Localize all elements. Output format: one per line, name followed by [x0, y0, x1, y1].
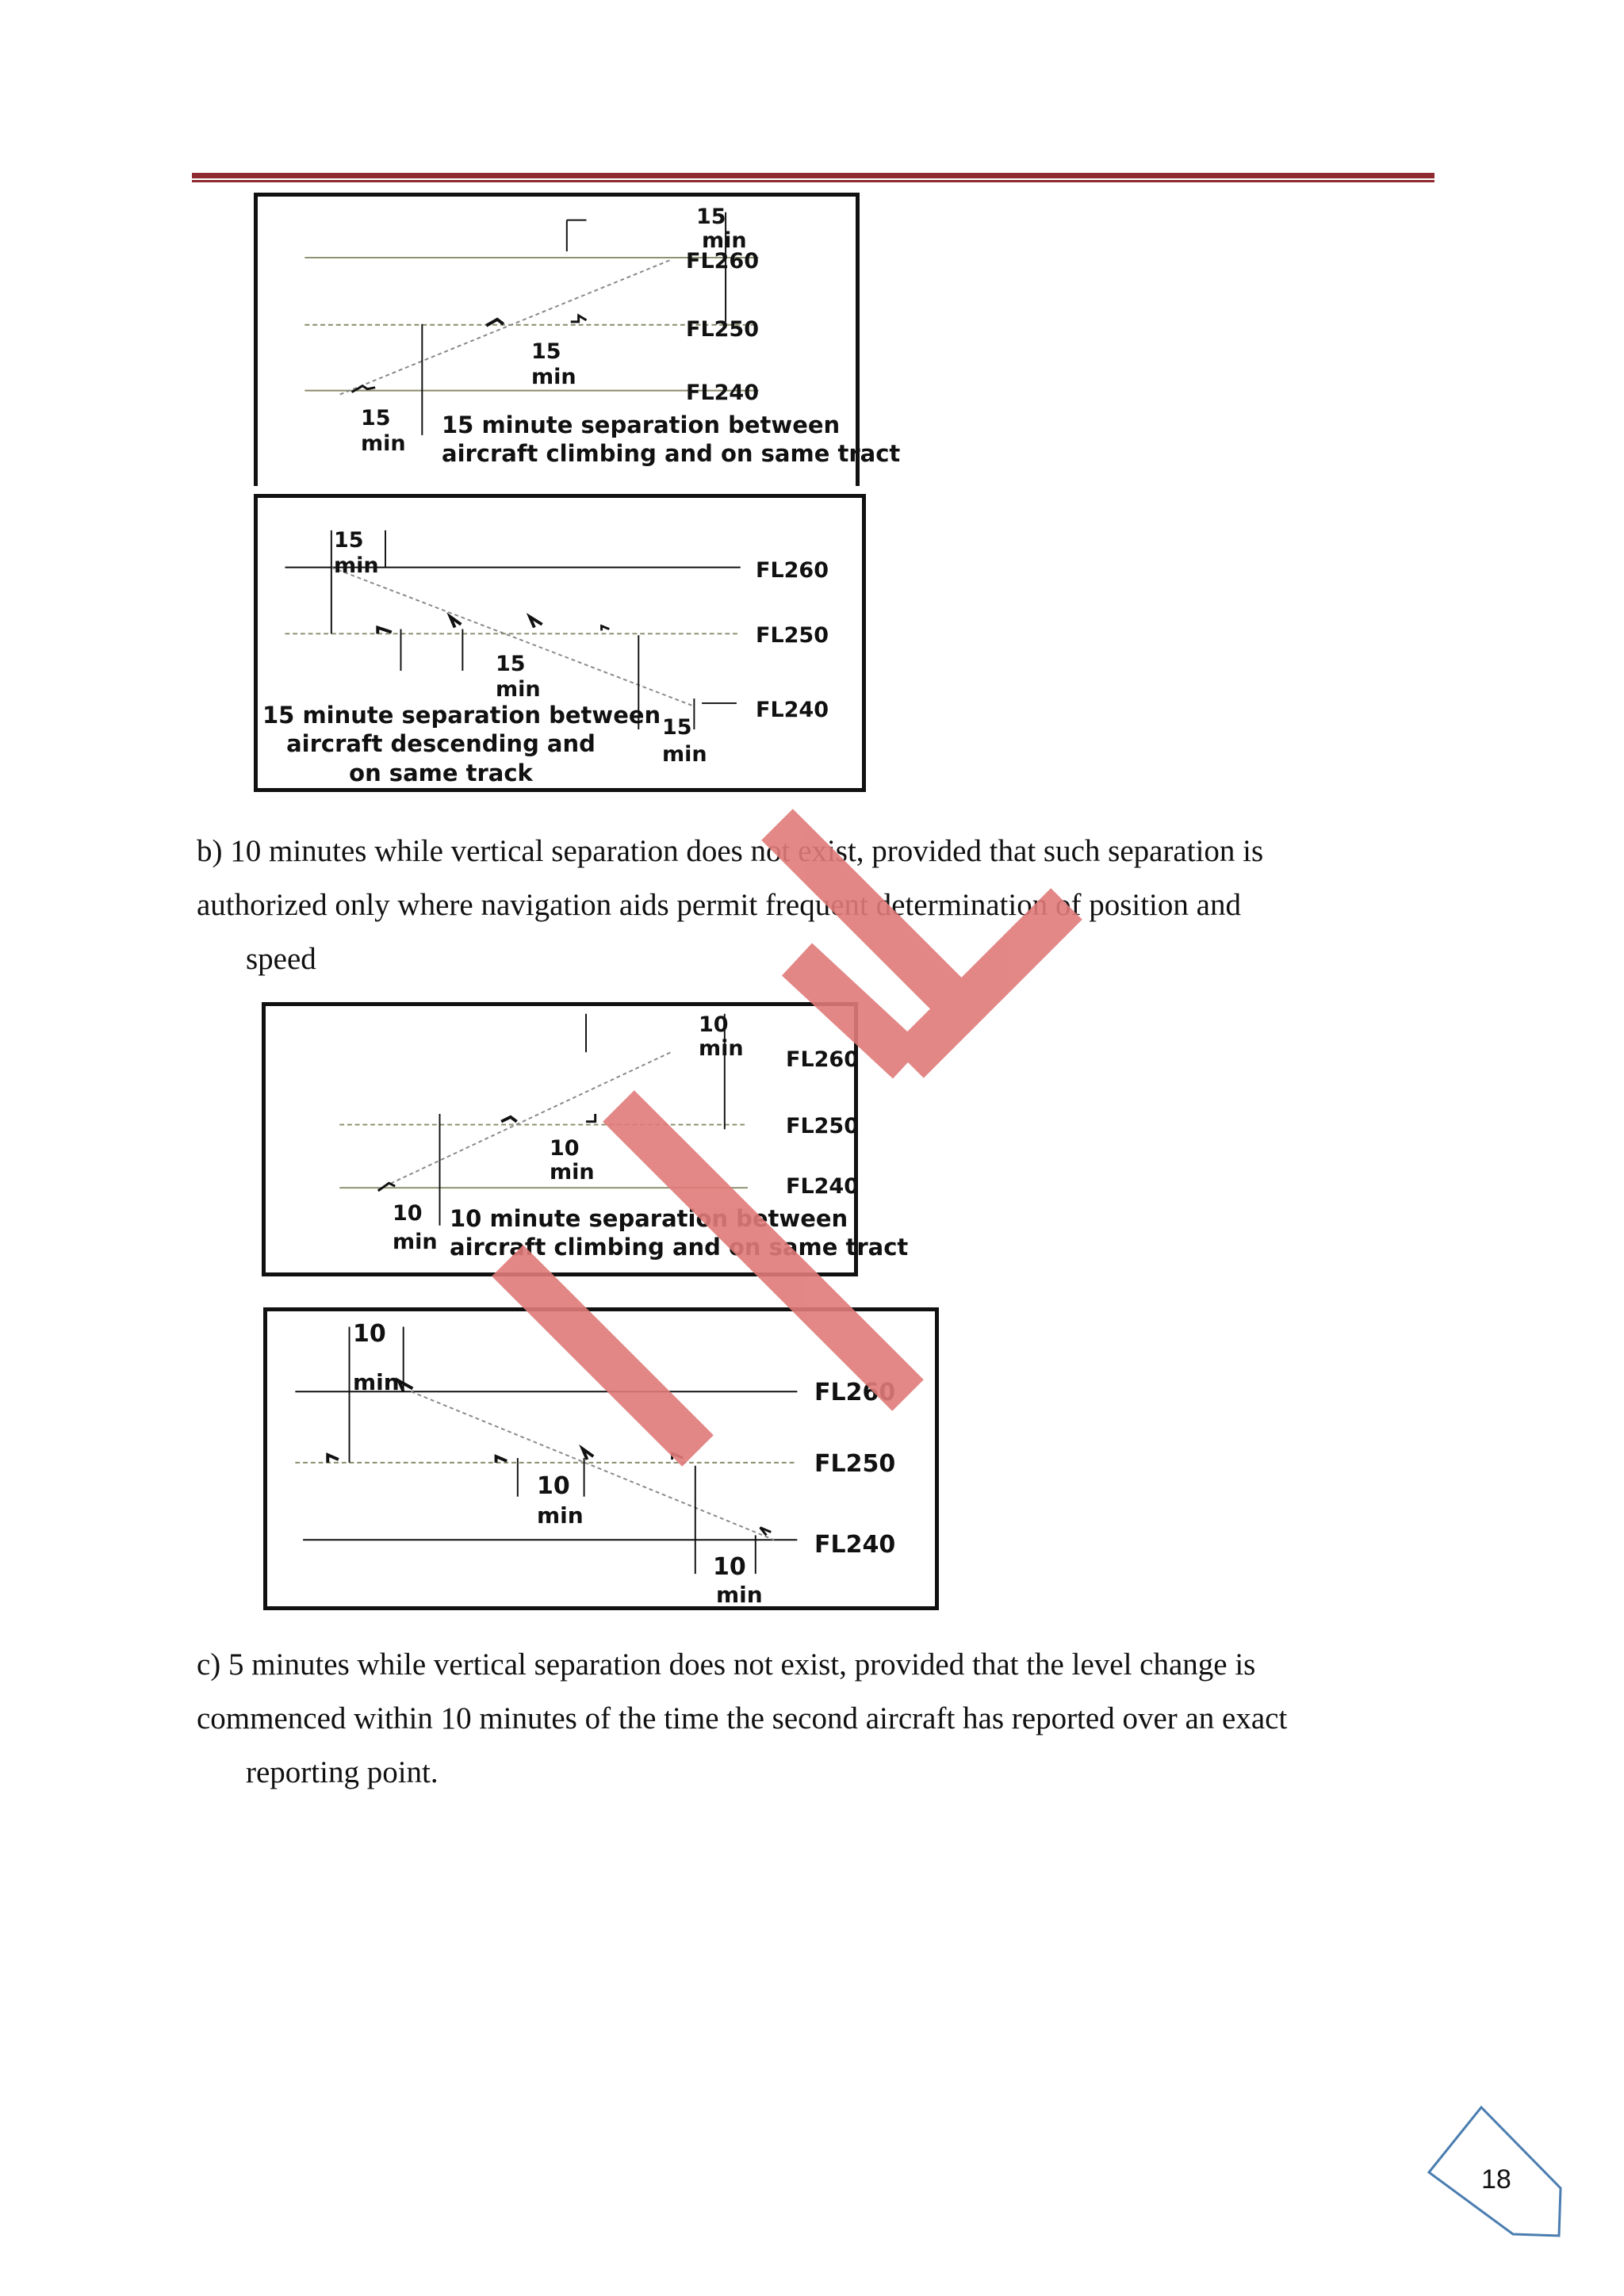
level-label-fl240: FL240 — [786, 1174, 860, 1199]
caption-line-1: 15 minute separation between — [262, 702, 661, 729]
caption-line-2: aircraft climbing and on same tract — [442, 440, 901, 468]
interval-unit-top: min — [353, 1369, 400, 1395]
interval-value-top: 15 — [696, 205, 726, 229]
paragraph-b — [197, 825, 1263, 986]
level-label-fl240: FL240 — [756, 698, 829, 722]
level-label-fl250: FL250 — [686, 317, 760, 342]
level-label-fl260: FL260 — [686, 249, 760, 274]
level-label-fl250: FL250 — [756, 623, 829, 648]
page-number: 18 — [1481, 2164, 1511, 2195]
header-rule-thin — [192, 180, 1434, 182]
interval-value-top: 10 — [699, 1012, 729, 1037]
paragraph-c-line-3: reporting point. — [246, 1755, 439, 1789]
page-number-badge — [1427, 2101, 1562, 2244]
interval-unit-left: min — [393, 1230, 438, 1254]
level-label-fl260: FL260 — [814, 1379, 896, 1406]
interval-value-right: 15 — [662, 715, 692, 740]
level-label-fl240: FL240 — [814, 1531, 896, 1559]
interval-value-left: 15 — [361, 406, 391, 430]
interval-value-left: 10 — [393, 1201, 423, 1226]
diagram-15-min-climbing — [254, 193, 901, 486]
diagram-caption — [262, 701, 661, 787]
interval-unit-mid: min — [550, 1160, 595, 1184]
interval-value-mid: 15 — [496, 652, 526, 676]
caption-line-2: aircraft descending and — [286, 730, 596, 758]
caption-line-1: 15 minute separation between — [442, 411, 841, 438]
interval-value-mid: 10 — [537, 1472, 570, 1500]
interval-value-bottom: 10 — [713, 1553, 746, 1581]
paragraph-c-line-2: commenced within 10 minutes of the time the second aircraft has reported over an exact — [197, 1701, 1288, 1735]
diagram-15-min-descending — [254, 494, 866, 792]
paragraph-c-line-1: c) 5 minutes while vertical separation does not exist, provided that the level change is — [197, 1647, 1256, 1682]
paragraph-b-line-1: b) 10 minutes while vertical separation does not exist, provided that such separation is — [197, 834, 1264, 868]
paragraph-b-line-3: speed — [246, 942, 316, 976]
level-label-fl260: FL260 — [756, 558, 829, 583]
diagram-caption — [450, 1204, 909, 1262]
caption-line-3: on same track — [349, 759, 533, 786]
interval-unit-mid: min — [496, 677, 541, 702]
interval-value-top: 10 — [353, 1320, 386, 1348]
interval-value-mid: 10 — [550, 1136, 580, 1161]
paragraph-c — [197, 1638, 1287, 1800]
interval-value-top: 15 — [334, 528, 364, 553]
diagram-10-min-descending — [263, 1307, 939, 1610]
diagram-caption — [442, 411, 901, 469]
paragraph-b-line-2: authorized only where navigation aids permit frequent determination of position and — [197, 888, 1241, 922]
level-label-fl250: FL250 — [814, 1450, 896, 1478]
interval-value-mid: 15 — [531, 339, 561, 364]
interval-unit-top: min — [334, 553, 379, 578]
diagram-10-min-climbing — [262, 1002, 909, 1276]
header-rule — [192, 173, 1434, 178]
caption-line-2: aircraft climbing and on same tract — [450, 1234, 909, 1261]
caption-line-1: 10 minute separation between — [450, 1205, 848, 1232]
interval-unit-right: min — [662, 742, 707, 767]
interval-unit-mid: min — [531, 365, 576, 389]
level-label-fl250: FL250 — [786, 1114, 860, 1138]
level-label-fl260: FL260 — [786, 1047, 860, 1072]
interval-unit-bottom: min — [716, 1582, 763, 1608]
interval-unit-top: min — [702, 228, 747, 253]
interval-unit-mid: min — [537, 1502, 584, 1529]
interval-unit-top: min — [699, 1036, 744, 1061]
level-label-fl240: FL240 — [686, 381, 760, 405]
interval-unit-left: min — [361, 431, 406, 456]
